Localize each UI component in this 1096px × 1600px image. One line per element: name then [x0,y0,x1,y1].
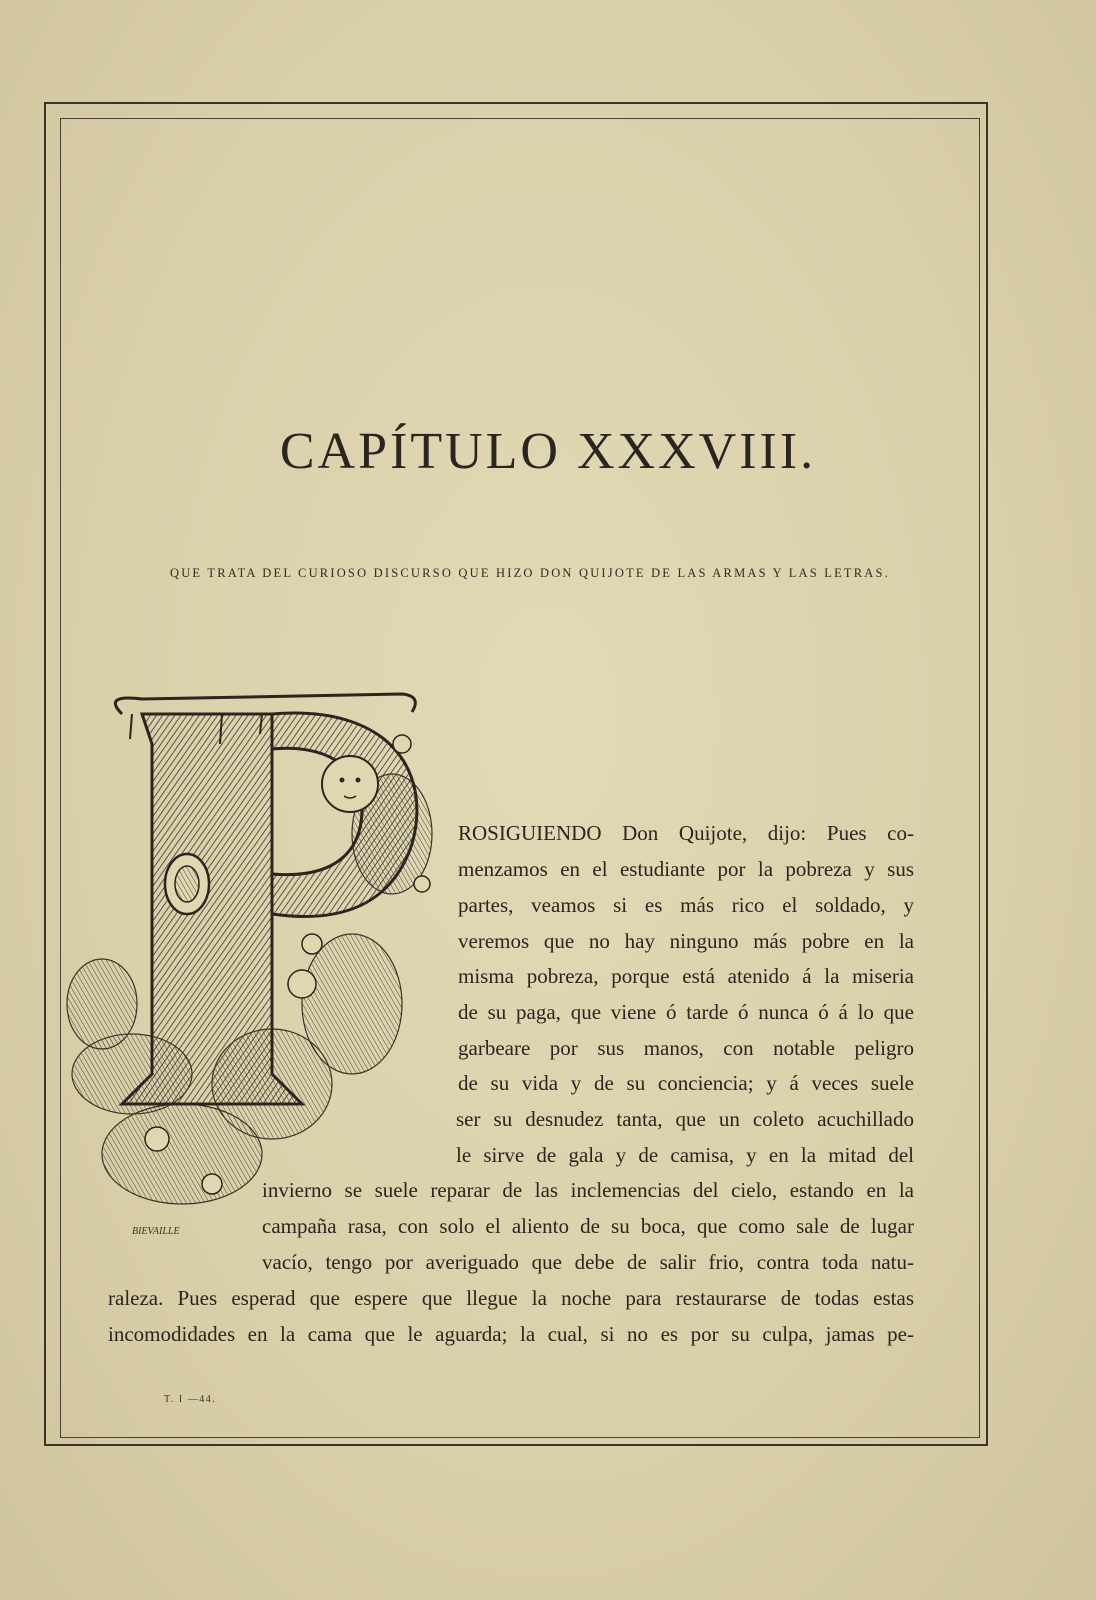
body-line: menzamos en el estudiante por la pobreza y sus [458,857,914,881]
chapter-subtitle: QUE TRATA DEL CURIOSO DISCURSO QUE HIZO DON QUIJOTE DE LAS ARMAS Y LAS LETRAS. [169,566,891,580]
body-line: raleza. Pues esperad que espere que llegue la noche para restaurarse de todas estas [108,1286,914,1310]
body-line: veremos que no hay ninguno más pobre en la [458,929,914,953]
body-line: vacío, tengo por averiguado que debe de salir frio, contra toda natu- [262,1250,914,1274]
body-line: ROSIGUIENDO Don Quijote, dijo: Pues co- [458,821,914,845]
body-line: le sirve de gala y de camisa, y en la mitad del [456,1143,914,1167]
body-line: ser su desnudez tanta, que un coleto acuchillado [456,1107,914,1131]
body-line: de su paga, que viene ó tarde ó nunca ó á lo que [458,1000,914,1024]
body-line: partes, veamos si es más rico el soldado, y [458,893,914,917]
body-line: misma pobreza, porque está atenido á la miseria [458,964,914,988]
body-line: de su vida y de su conciencia; y á veces suele [458,1071,914,1095]
body-line: incomodidades en la cama que le aguarda; la cual, si no es por su culpa, jamas pe- [108,1322,914,1346]
body-line: invierno se suele reparar de las inclemencias del cielo, estando en la [262,1178,914,1202]
chapter-title: CAPÍTULO XXXVIII. [279,423,817,480]
folio-signature: T. I —44. [164,1394,217,1405]
body-line: campaña rasa, con solo el aliento de su boca, que como sale de lugar [262,1214,914,1238]
engraver-signature: BIEVAILLE [132,1226,180,1237]
body-line: garbeare por sus manos, con notable peligro [458,1036,914,1060]
